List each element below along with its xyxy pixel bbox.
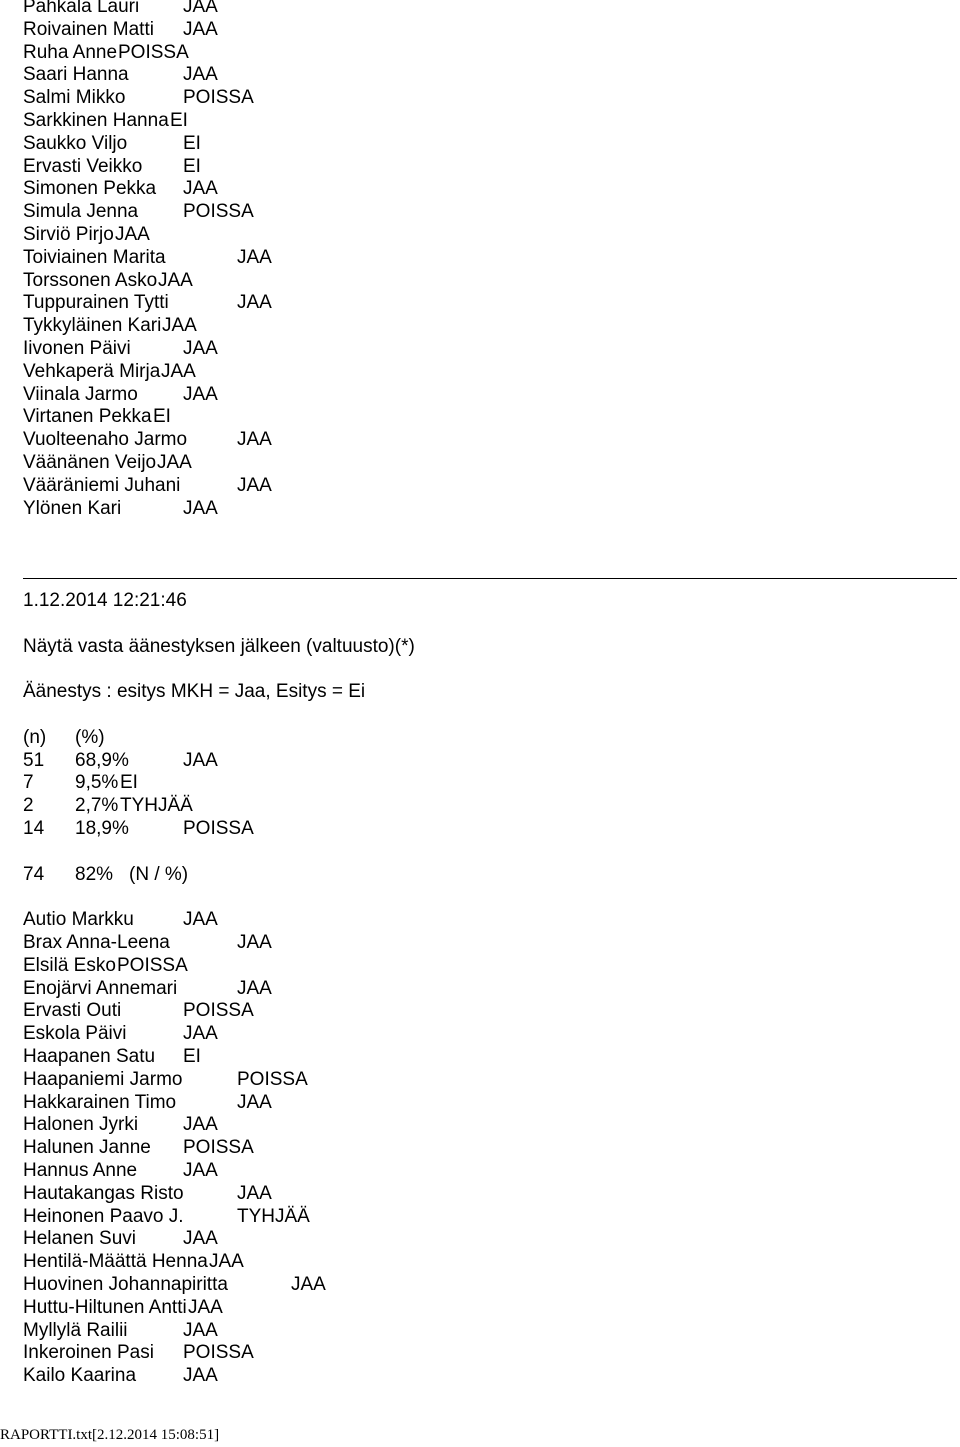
member-vote: JAA [237, 246, 272, 268]
member-row [23, 1297, 415, 1320]
member-vote: JAA [183, 1365, 218, 1387]
n-header: (n) [23, 726, 47, 748]
member-vote: POISSA [117, 954, 188, 976]
summary-n: 7 [23, 772, 34, 794]
summary-table [23, 750, 415, 841]
member-row [23, 1320, 415, 1343]
member-vote: JAA [183, 909, 218, 931]
summary-pct: 2,7% [75, 795, 119, 817]
member-vote: JAA [237, 931, 272, 953]
member-row [23, 1137, 415, 1160]
member-name: Hakkarainen Timo [23, 1091, 177, 1113]
member-name: Myllylä Railii [23, 1319, 128, 1341]
member-name: Sirviö Pirjo [23, 223, 114, 245]
member-vote: JAA [237, 1182, 272, 1204]
member-vote: JAA [158, 269, 193, 291]
member-vote: JAA [183, 1319, 218, 1341]
member-vote: JAA [157, 451, 192, 473]
summary-n: 14 [23, 817, 45, 839]
member-name: Virtanen Pekka [23, 406, 152, 428]
member-name: Ruha Anne [23, 41, 118, 63]
summary-pct: 18,9% [75, 817, 129, 839]
vote-section [23, 590, 415, 1388]
timestamp: 1.12.2014 12:21:46 [23, 590, 187, 611]
divider-line [23, 578, 957, 579]
summary-n: 2 [23, 795, 34, 817]
member-name: Tykkyläinen Kari [23, 315, 162, 337]
member-vote: JAA [183, 178, 218, 200]
member-vote: JAA [161, 360, 196, 382]
member-name: Ylönen Kari [23, 497, 122, 519]
member-row [23, 1000, 415, 1023]
member-name: Enojärvi Annemari [23, 977, 178, 999]
member-vote: JAA [183, 18, 218, 40]
member-name: Vääräniemi Juhani [23, 474, 181, 496]
member-row [23, 1206, 415, 1229]
member-name: Eskola Päivi [23, 1023, 127, 1045]
member-name: Salmi Mikko [23, 87, 126, 109]
member-name: Simonen Pekka [23, 178, 157, 200]
member-vote: JAA [209, 1251, 244, 1273]
total-pct: 82% [75, 863, 114, 885]
summary-pct: 9,5% [75, 772, 119, 794]
member-name: Toiviainen Marita [23, 246, 166, 268]
member-vote: JAA [183, 1228, 218, 1250]
member-name: Hannus Anne [23, 1159, 138, 1181]
member-name: Vuolteenaho Jarmo [23, 429, 188, 451]
member-name: Saukko Viljo [23, 132, 128, 154]
member-vote: JAA [291, 1273, 326, 1295]
member-name: Huttu-Hiltunen Antti [23, 1296, 187, 1318]
total-label: (N / %) [129, 863, 189, 885]
member-vote: JAA [237, 977, 272, 999]
member-vote: JAA [183, 1114, 218, 1136]
member-name: Haapanen Satu [23, 1045, 156, 1067]
member-name: Brax Anna-Leena [23, 931, 170, 953]
member-vote: EI [153, 406, 171, 428]
summary-n: 51 [23, 749, 45, 771]
member-name: Halonen Jyrki [23, 1114, 139, 1136]
summary-label: EI [120, 772, 138, 794]
member-name: Heinonen Paavo J. [23, 1205, 184, 1227]
member-vote: JAA [183, 497, 218, 519]
vote-title: Äänestys : esitys MKH = Jaa, Esitys = Ei [23, 681, 366, 703]
member-name: Helanen Suvi [23, 1228, 137, 1250]
pct-header: (%) [75, 726, 105, 748]
member-name: Simula Jenna [23, 201, 139, 223]
member-vote: POISSA [237, 1068, 308, 1090]
member-vote: JAA [115, 223, 150, 245]
member-vote: JAA [183, 337, 218, 359]
member-name: Iivonen Päivi [23, 337, 131, 359]
total-row [23, 864, 415, 887]
member-row [23, 1183, 415, 1206]
member-name: Tuppurainen Tytti [23, 292, 169, 314]
summary-row [23, 795, 415, 818]
member-row [23, 1228, 415, 1251]
member-name: Hentilä-Määttä Henna [23, 1251, 208, 1273]
member-vote: JAA [183, 0, 218, 17]
member-row [23, 1342, 415, 1365]
member-vote: POISSA [183, 87, 254, 109]
member-name: Roivainen Matti [23, 18, 154, 40]
member-row [23, 1023, 415, 1046]
member-name: Hautakangas Risto [23, 1182, 184, 1204]
member-name: Haapaniemi Jarmo [23, 1068, 183, 1090]
member-row [23, 909, 415, 932]
section-heading: Näytä vasta äänestyksen jälkeen (valtuusto)(*) [23, 635, 415, 657]
member-name: Halunen Janne [23, 1137, 151, 1159]
member-name: Ervasti Veikko [23, 155, 143, 177]
member-name: Viinala Jarmo [23, 383, 138, 405]
member-vote: EI [183, 1045, 201, 1067]
vote-list-bottom [23, 909, 415, 1388]
member-vote: EI [183, 155, 201, 177]
member-vote: POISSA [183, 1342, 254, 1364]
member-row [23, 955, 415, 978]
member-vote: JAA [237, 429, 272, 451]
member-row [23, 932, 415, 955]
summary-label: TYHJÄÄ [120, 795, 193, 817]
member-name: Torssonen Asko [23, 269, 158, 291]
member-vote: JAA [237, 1091, 272, 1113]
member-vote: JAA [188, 1296, 223, 1318]
member-vote: JAA [162, 315, 197, 337]
summary-pct: 68,9% [75, 749, 129, 771]
summary-row [23, 772, 415, 795]
member-name: Huovinen Johannapiritta [23, 1273, 228, 1295]
member-vote: EI [183, 132, 201, 154]
member-name: Ervasti Outi [23, 1000, 122, 1022]
member-row [23, 1160, 415, 1183]
member-vote: POISSA [183, 1137, 254, 1159]
member-name: Saari Hanna [23, 64, 129, 86]
member-row [23, 1114, 415, 1137]
member-vote: JAA [237, 474, 272, 496]
member-name: Väänänen Veijo [23, 451, 157, 473]
member-vote: POISSA [183, 1000, 254, 1022]
member-name: Kailo Kaarina [23, 1365, 137, 1387]
member-vote: POISSA [183, 201, 254, 223]
report-footer: RAPORTTI.txt[2.12.2014 15:08:51] [0, 1427, 220, 1443]
member-name: Autio Markku [23, 909, 134, 931]
member-vote: TYHJÄÄ [237, 1205, 310, 1227]
member-vote: JAA [237, 292, 272, 314]
member-name: Elsilä Esko [23, 954, 116, 976]
summary-row [23, 750, 415, 773]
total-n: 74 [23, 863, 45, 885]
member-row [23, 1046, 415, 1069]
summary-label: POISSA [183, 817, 254, 839]
summary-header [23, 727, 415, 750]
member-row [23, 1251, 415, 1274]
member-row [23, 1069, 415, 1092]
member-vote: JAA [183, 64, 218, 86]
member-row [23, 1365, 415, 1388]
member-vote: EI [170, 109, 188, 131]
member-name: Sarkkinen Hanna [23, 109, 169, 131]
member-name: Inkeroinen Pasi [23, 1342, 154, 1364]
member-name: Vehkaperä Mirja [23, 360, 161, 382]
member-vote: POISSA [118, 41, 189, 63]
member-row [23, 1274, 415, 1297]
member-row [23, 1092, 415, 1115]
summary-row [23, 818, 415, 841]
member-vote: JAA [183, 1159, 218, 1181]
member-vote: JAA [183, 1023, 218, 1045]
member-vote: JAA [183, 383, 218, 405]
member-row [23, 978, 415, 1001]
member-name: Pahkala Lauri [23, 0, 140, 17]
summary-label: JAA [183, 749, 218, 771]
